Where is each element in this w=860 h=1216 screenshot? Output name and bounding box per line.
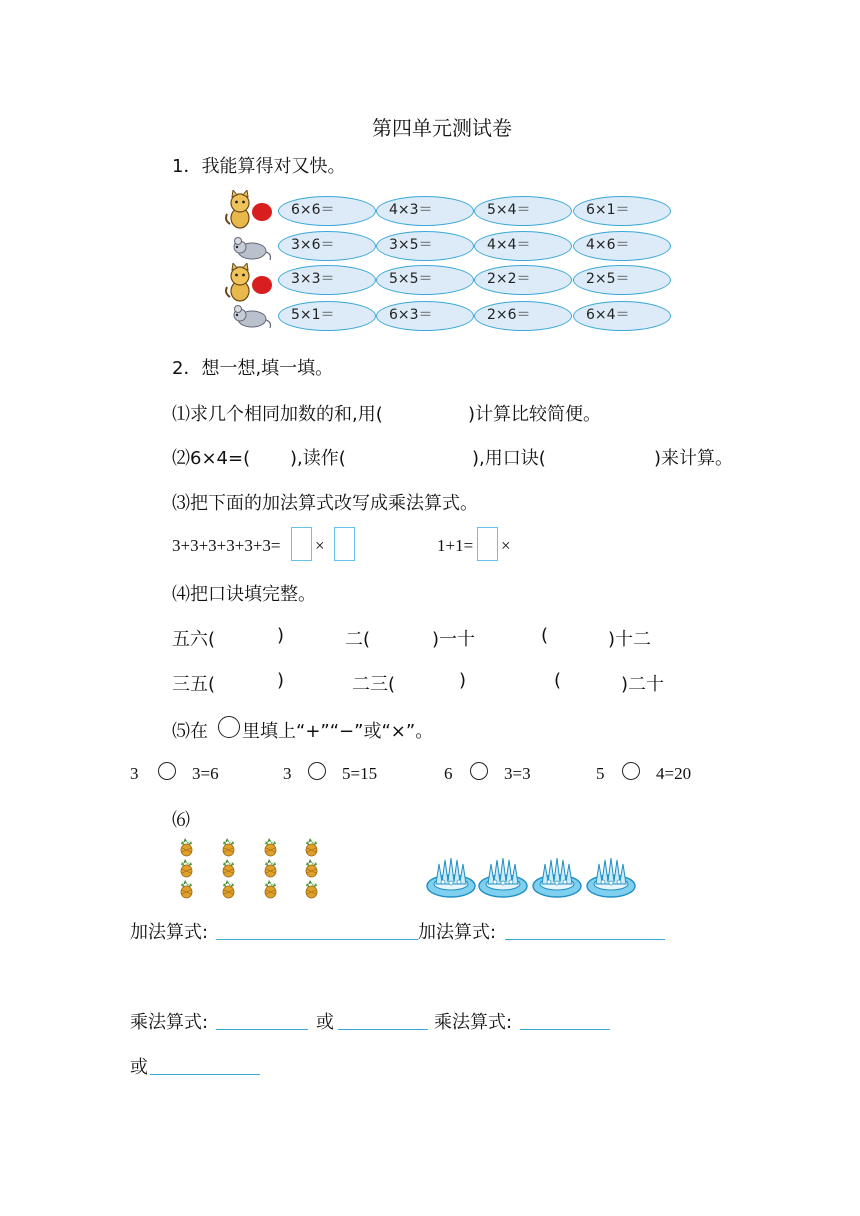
cat-icon — [224, 190, 274, 232]
or-label: 或 — [130, 1057, 148, 1078]
rhyme-blank: ) — [277, 625, 285, 646]
arithmetic-oval: 3×3＝ — [278, 265, 376, 295]
answer-box[interactable] — [291, 527, 312, 561]
multiplication-label: 乘法算式: — [434, 1012, 513, 1033]
operand-left: 3 — [283, 764, 292, 783]
answer-line[interactable] — [216, 939, 418, 940]
mouse-icon — [228, 304, 272, 330]
rhyme-blank: )十二 — [608, 629, 652, 650]
q2-part1-a: ⑴求几个相同加数的和,用( — [172, 404, 383, 425]
circle-icon — [218, 716, 240, 738]
q2-heading: 2．想一想,填一填。 — [172, 358, 334, 379]
arithmetic-oval: 2×6＝ — [474, 301, 572, 331]
rhyme-blank: 二( — [345, 629, 371, 650]
addition-expression: 1+1= — [437, 536, 474, 555]
rhyme-blank: 三五( — [172, 674, 216, 695]
multiplication-label: 乘法算式: — [130, 1012, 209, 1033]
operator-circle[interactable] — [308, 762, 326, 780]
rhyme-blank: 五六( — [172, 629, 216, 650]
answer-line[interactable] — [505, 939, 665, 940]
rhyme-blank: )二十 — [621, 674, 665, 695]
q2-part2-d: )来计算。 — [654, 448, 734, 469]
answer-line[interactable] — [520, 1029, 610, 1030]
q2-part1-b: )计算比较简便。 — [468, 404, 602, 425]
q2-part5-b: 里填上“+”“−”或“×”。 — [242, 721, 434, 742]
q2-part4: ⑷把口诀填完整。 — [172, 584, 316, 605]
q2-part5-a: ⑸在 — [172, 721, 208, 742]
arithmetic-oval: 6×4＝ — [573, 301, 671, 331]
q2-part2-a: ⑵6×4=( — [172, 448, 251, 469]
or-label: 或 — [316, 1012, 334, 1033]
page-title: 第四单元测试卷 — [372, 116, 512, 140]
pineapple-group-icon — [176, 838, 324, 902]
operator-circle[interactable] — [158, 762, 176, 780]
q2-part2-b: ),读作( — [290, 448, 346, 469]
operand-left: 3 — [130, 764, 139, 783]
operator-circle[interactable] — [470, 762, 488, 780]
arithmetic-oval: 4×6＝ — [573, 231, 671, 261]
arithmetic-oval: 5×4＝ — [474, 196, 572, 226]
addition-label: 加法算式: — [418, 922, 497, 943]
addition-expression: 3+3+3+3+3+3= — [172, 536, 281, 555]
rhyme-blank: 二三( — [352, 674, 396, 695]
operand-right: 5=15 — [342, 764, 378, 783]
rhyme-blank: )一十 — [432, 629, 476, 650]
operand-left: 5 — [596, 764, 605, 783]
operand-right: 3=6 — [192, 764, 219, 783]
q2-part3: ⑶把下面的加法算式改写成乘法算式。 — [172, 493, 478, 514]
q2-part2-c: ),用口诀( — [472, 448, 546, 469]
rhyme-blank: ( — [541, 625, 549, 646]
operator-question — [130, 764, 139, 784]
rhyme-blank: ) — [459, 670, 467, 691]
arithmetic-oval: 5×1＝ — [278, 301, 376, 331]
times-sign: × — [501, 536, 511, 555]
arithmetic-oval: 2×5＝ — [573, 265, 671, 295]
answer-line[interactable] — [150, 1074, 260, 1075]
arithmetic-oval: 3×5＝ — [376, 231, 474, 261]
operand-right: 4=20 — [656, 764, 692, 783]
rhyme-blank: ) — [277, 670, 285, 691]
plates-of-food-icon — [426, 852, 638, 902]
answer-box[interactable] — [477, 527, 498, 561]
addition-label: 加法算式: — [130, 922, 209, 943]
operator-circle[interactable] — [622, 762, 640, 780]
q2-part6: ⑹ — [172, 810, 190, 831]
arithmetic-oval: 3×6＝ — [278, 231, 376, 261]
arithmetic-oval: 6×6＝ — [278, 196, 376, 226]
arithmetic-oval: 2×2＝ — [474, 265, 572, 295]
arithmetic-oval: 4×4＝ — [474, 231, 572, 261]
mouse-icon — [228, 236, 272, 262]
times-sign: × — [315, 536, 325, 555]
answer-line[interactable] — [338, 1029, 428, 1030]
operand-right: 3=3 — [504, 764, 531, 783]
arithmetic-oval: 6×1＝ — [573, 196, 671, 226]
answer-box[interactable] — [334, 527, 355, 561]
arithmetic-oval: 4×3＝ — [376, 196, 474, 226]
operand-left: 6 — [444, 764, 453, 783]
cat-icon — [224, 263, 274, 305]
arithmetic-oval: 5×5＝ — [376, 265, 474, 295]
q1-heading: 1．我能算得对又快。 — [172, 156, 346, 177]
answer-line[interactable] — [216, 1029, 308, 1030]
rhyme-blank: ( — [554, 670, 562, 691]
arithmetic-oval: 6×3＝ — [376, 301, 474, 331]
